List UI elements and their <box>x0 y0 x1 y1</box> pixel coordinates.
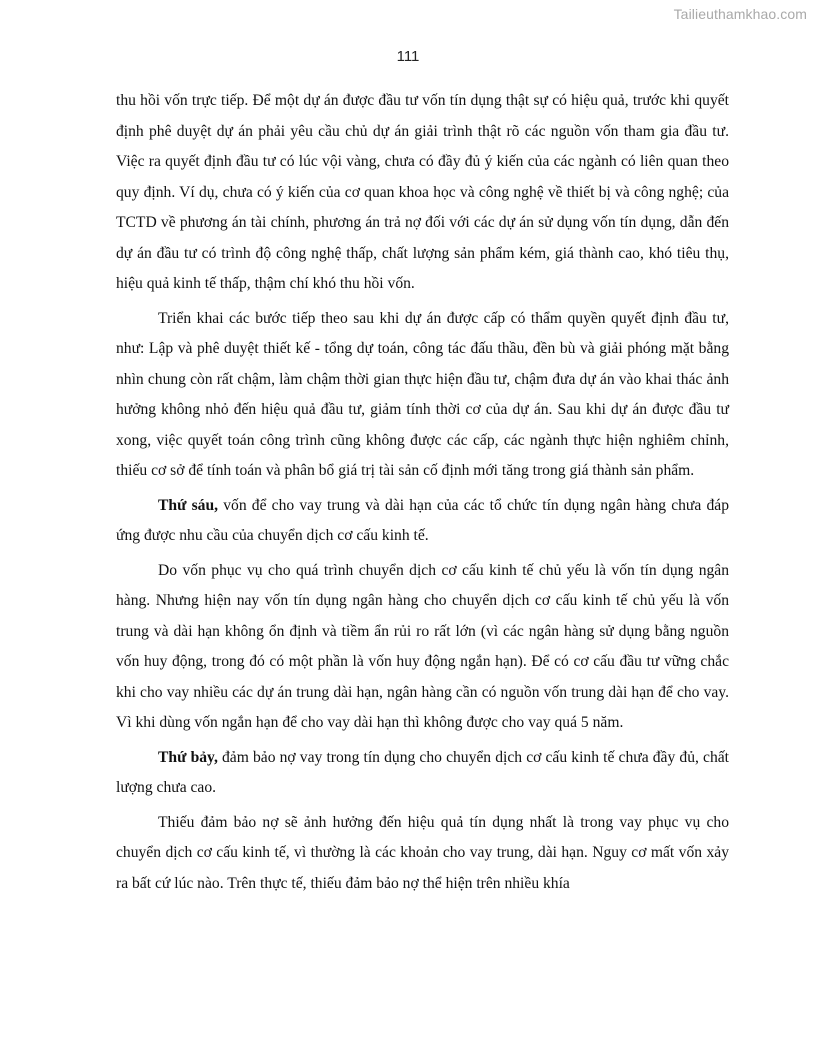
paragraph-2 <box>116 304 729 487</box>
paragraph-text: đảm bảo nợ vay trong tín dụng cho chuyển dịch cơ cấu kinh tế chưa đầy đủ, chất lượng chưa cao. <box>116 748 729 796</box>
paragraph-1 <box>116 86 729 300</box>
paragraph-3 <box>116 491 729 552</box>
paragraph-text: vốn để cho vay trung và dài hạn của các tổ chức tín dụng ngân hàng chưa đáp ứng được nhu cầu của chuyển dịch cơ cấu kinh tế. <box>116 496 729 544</box>
paragraph-lead: Thứ sáu, <box>158 496 219 514</box>
paragraph-text: Triển khai các bước tiếp theo sau khi dự án được cấp có thẩm quyền quyết định đầu tư, như: Lập và phê duyệt thiết kế - tổng dự toán, công tác đấu thầu, đền bù và giải phóng mặt bằng nhìn chung còn rất chậm, làm chậm thời gian thực hiện đầu tư, chậm đưa dự án vào khai thác ảnh hưởng không nhỏ đến hiệu quả đầu tư, giảm tính thời cơ của dự án. Sau khi dự án được đầu tư xong, việc quyết toán công trình cũng không được các cấp, các ngành thực hiện nghiêm chỉnh, thiếu cơ sở để tính toán và phân bổ giá trị tài sản cố định mới tăng trong giá thành sản phẩm. <box>116 309 729 479</box>
paragraph-4 <box>116 556 729 739</box>
document-body <box>116 86 729 903</box>
paragraph-text: Do vốn phục vụ cho quá trình chuyển dịch cơ cấu kinh tế chủ yếu là vốn tín dụng ngân hàng. Nhưng hiện nay vốn tín dụng ngân hàng cho chuyển dịch cơ cấu kinh tế chủ yếu là vốn trung và dài hạn không ổn định và tiềm ẩn rủi ro rất lớn (vì các ngân hàng sử dụng bằng nguồn vốn huy động, trong đó có một phần là vốn huy động ngắn hạn). Để có cơ cấu đầu tư vững chắc khi cho vay nhiều các dự án trung dài hạn, ngân hàng cần có nguồn vốn trung dài hạn để cho vay. Vì khi dùng vốn ngắn hạn để cho vay dài hạn thì không được cho vay quá 5 năm. <box>116 561 729 731</box>
paragraph-5 <box>116 743 729 804</box>
paragraph-text: Thiếu đảm bảo nợ sẽ ảnh hưởng đến hiệu quả tín dụng nhất là trong vay phục vụ cho chuyển dịch cơ cấu kinh tế, vì thường là các khoản cho vay trung, dài hạn. Nguy cơ mất vốn xảy ra bất cứ lúc nào. Trên thực tế, thiếu đảm bảo nợ thể hiện trên nhiều khía <box>116 813 729 892</box>
page-number: 111 <box>396 48 420 65</box>
paragraph-lead: Thứ bảy, <box>158 748 218 766</box>
paragraph-6 <box>116 808 729 900</box>
paragraph-text: thu hồi vốn trực tiếp. Để một dự án được đầu tư vốn tín dụng thật sự có hiệu quả, trước khi quyết định phê duyệt dự án phải yêu cầu chủ dự án giải trình thật rõ các nguồn vốn tham gia đầu tư. Việc ra quyết định đầu tư có lúc vội vàng, chưa có đầy đủ ý kiến của các ngành có liên quan theo quy định. Ví dụ, chưa có ý kiến của cơ quan khoa học và công nghệ về thiết bị và công nghệ; của TCTD về phương án tài chính, phương án trả nợ đối với các dự án sử dụng vốn tín dụng, dẫn đến dự án đầu tư có trình độ công nghệ thấp, chất lượng sản phẩm kém, giá thành cao, khó tiêu thụ, hiệu quả kinh tế thấp, thậm chí khó thu hồi vốn. <box>116 92 729 292</box>
watermark: Tailieuthamkhao.com <box>673 6 807 22</box>
